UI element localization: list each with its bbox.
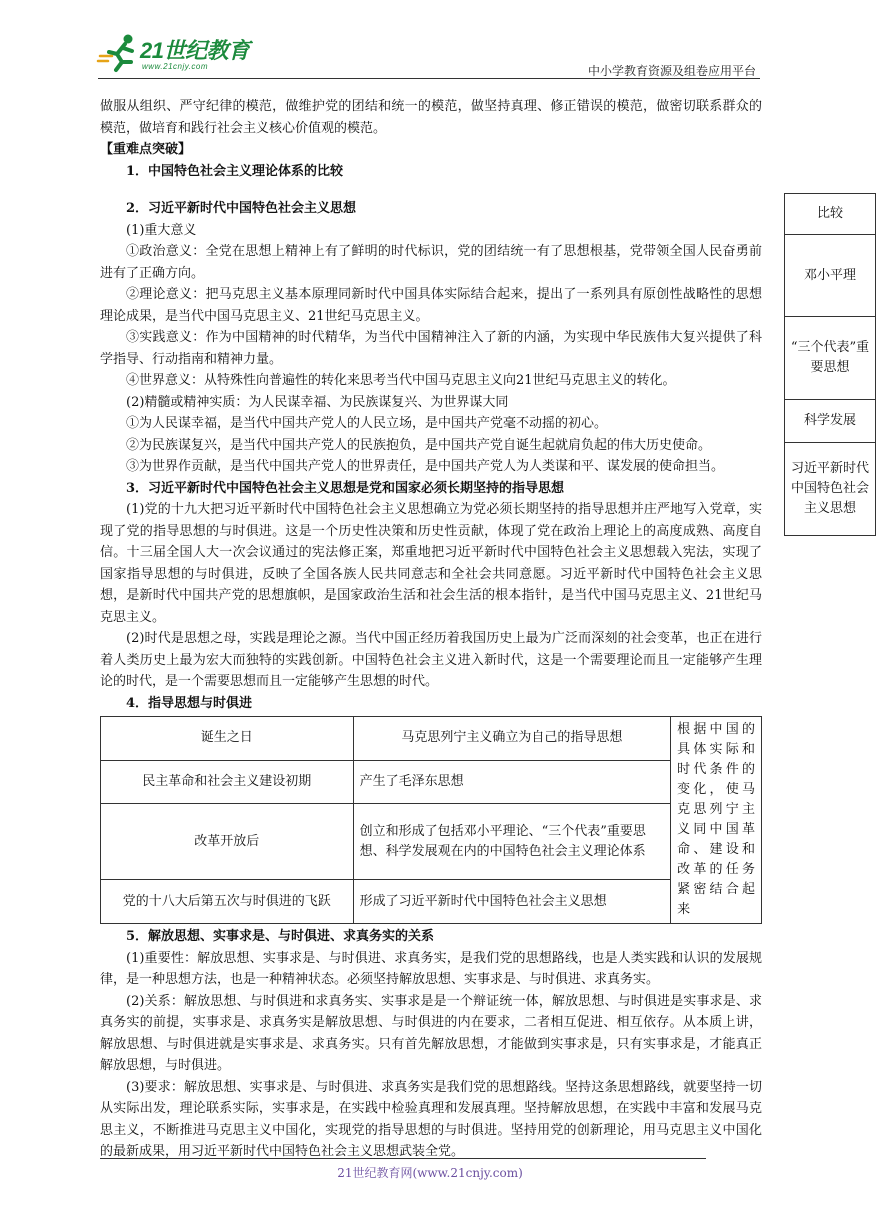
table-row (101, 760, 762, 804)
paragraph: ④世界意义：从特殊性向普遍性的转化来思考当代中国马克思主义向21世纪马克思主义的转化。 (126, 373, 676, 388)
heading-2: 2．习近平新时代中国特色社会主义思想 (126, 201, 357, 216)
heading-1: 1．中国特色社会主义理论体系的比较 (126, 163, 344, 179)
table-row (101, 880, 762, 924)
table-header-cell: 诞生之日 (101, 717, 354, 761)
heading-4: 4．指导思想与时俱进 (126, 695, 253, 711)
table-cell: 创立和形成了包括邓小平理论、“三个代表”重要思想、科学发展观在内的中国特色社会主义理论体系 (353, 804, 671, 880)
intro-paragraph: 做服从组织、严守纪律的模范，做维护党的团结和统一的模范，做坚持真理、修正错误的模范，做密切联系群众的模范，做培育和践行社会主义核心价值观的模范。 (100, 99, 762, 136)
table-header-row (101, 717, 762, 761)
table-header-cell: 马克思列宁主义确立为自己的指导思想 (353, 717, 671, 761)
guiding-thought-table (100, 716, 762, 924)
document-body (100, 96, 762, 1163)
table-cell: 民主革命和社会主义建设初期 (101, 760, 354, 804)
side-table-header: 比较 (785, 194, 875, 235)
paragraph: (2)时代是思想之母，实践是理论之源。当代中国正经历着我国历史上最为广泛而深刻的社会变革，也正在进行着人类历史上最为宏大而独特的实践创新。中国特色社会主义进入新时代，这是一个需要理论而且一定能够产生理论的时代，是一个需要思想而且一定能够产生思想的时代。 (100, 631, 762, 689)
table-cell: 形成了习近平新时代中国特色社会主义思想 (353, 880, 671, 924)
runner-logo-icon (98, 32, 144, 72)
site-logo[interactable] (98, 28, 268, 76)
heading-3: 3．习近平新时代中国特色社会主义思想是党和国家必须长期坚持的指导思想 (126, 480, 565, 496)
side-table-cell: 习近平新时代中国特色社会主义思想 (785, 443, 875, 536)
paragraph: (2)关系：解放思想、与时俱进和求真务实、实事求是是一个辩证统一体，解放思想、与时俱进是实事求是、求真务实的前提，实事求是、求真务实是解放思想、与时俱进的内在要求，二者相互促进、相互依存。从本质上讲，解放思想、与时俱进就是实事求是、求真务实。只有首先解放思想，才能做到实事求是，只有实事求是，才能真正解放思想，与时俱进。 (100, 993, 762, 1073)
platform-name: 中小学教育资源及组卷应用平台 (587, 64, 756, 78)
footer-link[interactable]: 21世纪教育网(www.21cnjy.com) (337, 1166, 523, 1180)
logo-title: 21世纪教育 (140, 38, 250, 63)
table-cell: 党的十八大后第五次与时俱进的飞跃 (101, 880, 354, 924)
logo-url: www.21cnjy.com (142, 62, 208, 71)
side-table-cell: 科学发展 (785, 400, 875, 443)
paragraph: (1)重要性：解放思想、实事求是、与时俱进、求真务实，是我们党的思想路线，也是人类实践和认识的发展规律，是一种思想方法，也是一种精神状态。必须坚持解放思想、实事求是、与时俱进、求真务实。 (100, 950, 762, 987)
footer-divider (100, 1158, 706, 1159)
side-table-cell: “三个代表”重要思想 (785, 317, 875, 400)
section-title: 【重难点突破】 (100, 142, 192, 157)
table-side-note: 根据中国的具体实际和时代条件的变化，使马克思列宁主义同中国革命、建设和改革的任务紧密结合起来 (671, 717, 762, 924)
paragraph: ①政治意义：全党在思想上精神上有了鲜明的时代标识，党的团结统一有了思想根基，党带领全国人民奋勇前进有了正确方向。 (100, 244, 762, 281)
paragraph: ①为人民谋幸福，是当代中国共产党人的人民立场，是中国共产党毫不动摇的初心。 (126, 416, 608, 431)
side-table-cell: 邓小平理 (785, 235, 875, 317)
table-cell: 产生了毛泽东思想 (353, 760, 671, 804)
header-divider (98, 78, 760, 79)
spacer (100, 182, 762, 198)
paragraph: ②理论意义：把马克思主义基本原理同新时代中国具体实际结合起来，提出了一系列具有原创性战略性的思想理论成果，是当代中国马克思主义、21世纪马克思主义。 (100, 287, 762, 324)
comparison-side-table (784, 193, 876, 536)
paragraph: ③为世界作贡献，是当代中国共产党人的世界责任，是中国共产党人为人类谋和平、谋发展的使命担当。 (126, 459, 725, 474)
paragraph: (1)党的十九大把习近平新时代中国特色社会主义思想确立为党必须长期坚持的指导思想并庄严地写入党章，实现了党的指导思想的与时俱进。这是一个历史性决策和历史性贡献，体现了党在政治上理论上的高度成熟、高度自信。十三届全国人大一次会议通过的宪法修正案，郑重地把习近平新时代中国特色社会主义思想载入宪法，实现了国家指导思想的与时俱进，反映了全国各族人民共同意志和全社会共同意愿。习近平新时代中国特色社会主义思想，是新时代中国共产党的思想旗帜，是国家政治生活和社会生活的根本指针，是当代中国马克思主义、21世纪马克思主义。 (100, 502, 762, 625)
paragraph: ③实践意义：作为中国精神的时代精华，为当代中国精神注入了新的内涵，为实现中华民族伟大复兴提供了科学指导、行动指南和精神力量。 (100, 330, 762, 367)
table-row (101, 804, 762, 880)
paragraph: (3)要求：解放思想、实事求是、与时俱进、求真务实是我们党的思想路线。坚持这条思想路线，就要坚持一切从实际出发，理论联系实际，实事求是，在实践中检验真理和发展真理。坚持解放思想，在实践中丰富和发展马克思主义，不断推进马克思主义中国化，实现党的指导思想的与时俱进。坚持用党的创新理论，用马克思主义中国化的最新成果，用习近平新时代中国特色社会主义思想武装全党。 (100, 1079, 762, 1159)
subheading: (1)重大意义 (126, 222, 197, 238)
subheading: (2)精髓或精神实质：为人民谋幸福、为民族谋复兴、为世界谋大同 (126, 394, 509, 410)
heading-5: 5．解放思想、实事求是、与时俱进、求真务实的关系 (126, 929, 435, 944)
page-header (98, 28, 760, 80)
table-cell: 改革开放后 (101, 804, 354, 880)
paragraph: ②为民族谋复兴，是当代中国共产党人的民族抱负，是中国共产党自诞生起就肩负起的伟大历史使命。 (126, 437, 712, 453)
